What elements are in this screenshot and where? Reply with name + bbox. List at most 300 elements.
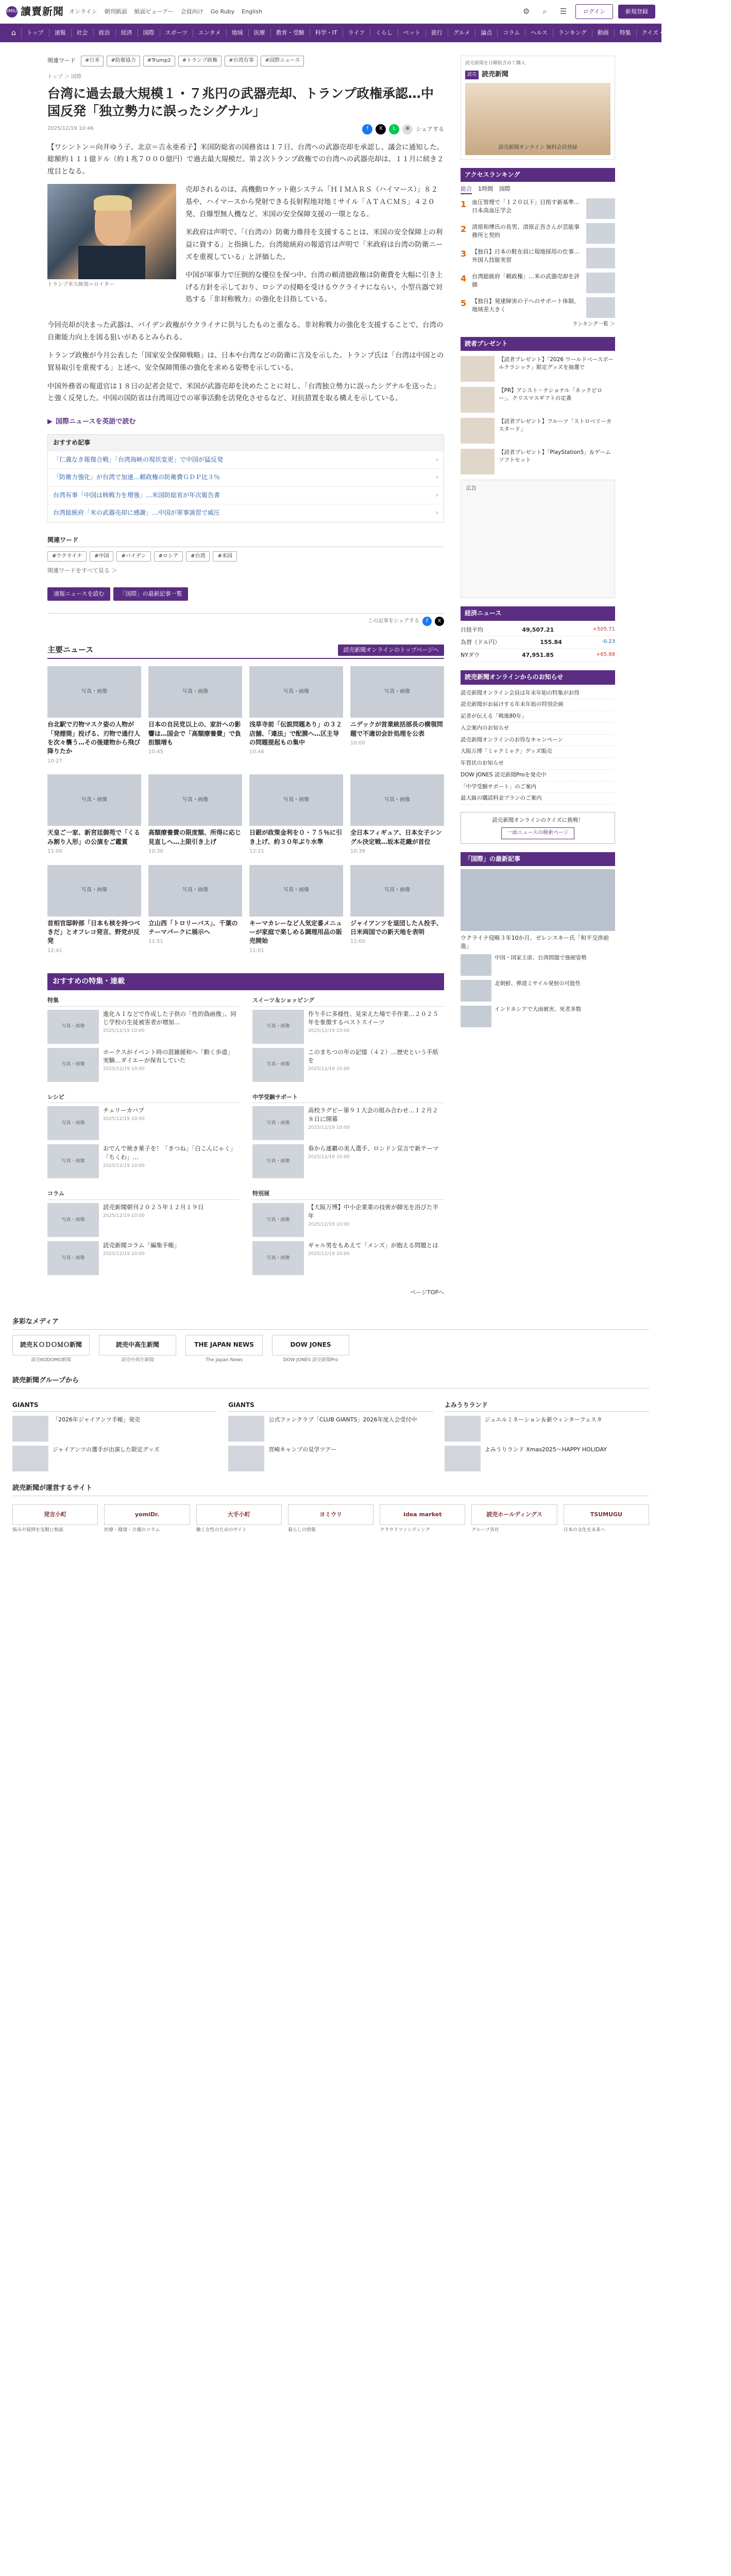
news-image[interactable] (47, 666, 141, 718)
tab-intl[interactable]: 国際 (499, 185, 511, 193)
news-image[interactable] (47, 865, 141, 917)
facebook-icon[interactable]: f (362, 124, 372, 134)
service-logo[interactable]: 読売ホールディングス (471, 1504, 557, 1525)
group-image[interactable] (445, 1416, 481, 1442)
tab-all[interactable]: 総合 (461, 185, 472, 194)
keyword-all-link[interactable]: 関連ワードをすべて見る ＞ (47, 567, 117, 574)
recommend-text (103, 1144, 239, 1178)
keyword-tag[interactable]: #中国 (90, 551, 113, 562)
group-column-heading: GIANTS (12, 1401, 217, 1412)
quiz-box (461, 812, 615, 844)
recommend-image[interactable]: 写真・画像 (252, 1203, 304, 1237)
recommend-title[interactable]: 読売新聞朝刊２０２５年１２月１９日 (103, 1204, 204, 1211)
service-item[interactable] (288, 1504, 373, 1533)
news-image[interactable] (350, 666, 444, 718)
rank-thumbnail[interactable] (586, 198, 615, 219)
dateline (47, 124, 444, 134)
news-title[interactable]: 首相官邸幹部「日本も核を持つべきだ」とオフレコ発言、野党が反発 (47, 919, 141, 945)
nav-item-1[interactable]: 速報 (49, 29, 72, 37)
intl-main-image[interactable] (461, 869, 615, 931)
ranking-item[interactable] (461, 297, 615, 318)
news-card[interactable] (47, 666, 141, 765)
media-logo[interactable]: DOW JONES (272, 1335, 349, 1355)
rank-thumbnail[interactable] (586, 223, 615, 244)
rank-thumbnail[interactable] (586, 248, 615, 268)
recommend-image[interactable]: 写真・画像 (47, 1048, 99, 1082)
news-time: 11:51 (148, 939, 163, 945)
menu-icon[interactable]: ☰ (559, 6, 567, 16)
top-page-link[interactable]: 読売新聞オンラインのトップページへ (338, 645, 444, 656)
nav-item-4[interactable]: 経済 (116, 29, 138, 37)
news-card[interactable] (249, 666, 343, 765)
recommend-group (252, 1190, 444, 1279)
intl-thumbnail[interactable] (461, 954, 491, 976)
recommend-item[interactable] (47, 1106, 239, 1140)
topnav-item[interactable]: English (242, 8, 262, 15)
recommend-image[interactable]: 写真・画像 (252, 1144, 304, 1178)
present-item[interactable] (461, 356, 615, 382)
nav-item-17[interactable]: 論点 (475, 29, 498, 37)
campaign-item[interactable]: 読売新聞がお届けする年末年始の特別企画 (461, 699, 615, 711)
media-logo[interactable]: 読売中高生新聞 (99, 1335, 176, 1355)
present-item[interactable] (461, 418, 615, 444)
group-columns (12, 1401, 649, 1471)
ranking-heading: アクセスランキング (461, 168, 615, 182)
logo[interactable] (2, 4, 97, 19)
intl-item[interactable] (461, 980, 615, 1002)
nav-item-12[interactable]: ライフ (343, 29, 370, 37)
news-title[interactable]: 高額療養費の限度額、所得に応じ見直しへ…上限引き上げ (148, 829, 242, 845)
sidebar-ad[interactable] (461, 480, 615, 598)
topnav-item[interactable]: 会員向け (180, 8, 203, 15)
home-icon[interactable]: ⌂ (6, 28, 22, 38)
recommend-text (308, 1106, 444, 1140)
nav-item-2[interactable]: 社会 (72, 29, 94, 37)
keyword-tag[interactable]: #台湾 (186, 551, 210, 562)
media-link[interactable] (99, 1335, 176, 1364)
news-image-label: 写真・画像 (182, 797, 208, 803)
group-title[interactable]: 公式ファンクラブ「CLUB GIANTS」2026年度入会受付中 (268, 1416, 417, 1423)
nav-item-0[interactable]: トップ (22, 29, 49, 37)
news-image[interactable] (148, 865, 242, 917)
service-desc: 悩みや疑問を気軽に相談 (12, 1528, 64, 1533)
rank-thumbnail[interactable] (586, 273, 615, 293)
keyword-tag[interactable]: #バイデン (116, 551, 150, 562)
section-buttons (47, 587, 444, 601)
group-item[interactable] (445, 1416, 649, 1442)
news-image[interactable] (350, 865, 444, 917)
recommend-title[interactable]: ギャル男をもあえて「メンズ」が抱える問題とは (308, 1242, 438, 1249)
rank-thumbnail[interactable] (586, 297, 615, 318)
intl-main-title[interactable]: ウクライナ侵略３年10か月、ゼレンスキー氏「和平交渉前進」 (461, 935, 609, 950)
recommend-date: 2025/12/19 10:00 (103, 1213, 145, 1219)
nav-item-20[interactable]: ランキング (553, 29, 592, 37)
present-item[interactable] (461, 387, 615, 413)
economy-label: 為替（ドル円） (461, 639, 500, 646)
related-item[interactable] (48, 451, 444, 468)
present-item[interactable] (461, 449, 615, 474)
news-card[interactable] (148, 774, 242, 855)
campaign-item[interactable]: 入会案内のお知らせ (461, 723, 615, 735)
lead-paragraph: 【ワシントン＝向井ゆう子、北京＝吉永亜希子】米国防総省の国務省は１７日、台湾への武器売却を承認し、議会に通知した。総額約１１１億ドル（約１兆７０００億円）で過去最大規模だ。第２次トランプ政権での台湾への武器売却は、１１月に続き２度目となる。 (47, 143, 444, 176)
campaign-item[interactable]: 年賀状のお知らせ (461, 758, 615, 770)
recommend-item[interactable] (252, 1241, 444, 1275)
recommend-item[interactable] (252, 1048, 444, 1082)
service-logo[interactable]: 大手小町 (196, 1504, 282, 1525)
recommend-date: 2025/12/19 10:00 (103, 1066, 145, 1072)
nav-item-21[interactable]: 動画 (592, 29, 615, 37)
related-item[interactable] (48, 504, 444, 521)
campaign-heading: 読売新聞オンラインからのお知らせ (461, 670, 615, 684)
main-area (0, 42, 661, 1297)
news-title[interactable]: キーマカレーなど人気定番メニューが家庭で楽しめる調理用品の販売開始 (249, 919, 343, 945)
news-title[interactable]: ジャイアンツを退団したＡ投手、日米両国での新天地を表明 (350, 919, 443, 936)
nav-item-23[interactable]: クイズ・ゲーム (637, 29, 687, 37)
ad-image[interactable] (465, 83, 610, 155)
nav-item-14[interactable]: ペット (398, 29, 426, 37)
recommend-title[interactable]: このまちつの年の記憶（４２）…歴史という手紙を (308, 1048, 438, 1064)
article-column (47, 42, 444, 1297)
nav-item-16[interactable]: グルメ (448, 29, 475, 37)
recommend-title[interactable]: 読売新聞コラム「編集手帳」 (103, 1242, 180, 1249)
keyword-tag[interactable]: #防衛協力 (107, 56, 140, 66)
news-image[interactable] (350, 774, 444, 826)
search-icon[interactable]: ⌕ (542, 6, 547, 16)
nav-item-11[interactable]: 科学・IT (310, 29, 343, 37)
service-item[interactable] (471, 1504, 557, 1533)
topnav-item[interactable]: 紙面ビューアー (134, 8, 174, 15)
keyword-tags (47, 551, 444, 562)
logo-sub: オンライン (69, 8, 97, 15)
news-image[interactable] (47, 774, 141, 826)
news-time: 10:46 (249, 749, 264, 755)
nav-item-8[interactable]: 地域 (227, 29, 249, 37)
nav-item-6[interactable]: スポーツ (160, 29, 194, 37)
nav-item-19[interactable]: ヘルス (525, 29, 553, 37)
recommend-group (47, 1093, 239, 1183)
recommend-group (252, 996, 444, 1086)
news-image-label: 写真・画像 (81, 797, 107, 803)
recommend-text (103, 1048, 239, 1082)
intl-title[interactable]: インドネシアで大雨被害、死者多数 (495, 1006, 582, 1013)
news-card[interactable] (148, 666, 242, 765)
recommend-item[interactable] (252, 1203, 444, 1237)
present-title[interactable]: 【読者プレゼント】「PlayStation5」＆ゲームソフトセット (499, 449, 611, 463)
media-logo[interactable]: 読売ＫＯＤＯＭＯ新聞 (12, 1335, 90, 1355)
group-image[interactable] (12, 1446, 48, 1471)
recommend-image[interactable]: 写真・画像 (47, 1203, 99, 1237)
news-card[interactable] (350, 774, 444, 855)
article-photo[interactable] (47, 184, 176, 312)
ranking-item[interactable] (461, 198, 615, 219)
logo-mark: YOMIURI (6, 6, 18, 18)
news-card[interactable] (249, 774, 343, 855)
recommend-title[interactable]: 春から連覇の美人選手、ロンドン宣言で新テーマ (308, 1145, 438, 1153)
service-item[interactable] (196, 1504, 282, 1533)
nav-item-7[interactable]: エンタメ (193, 29, 227, 37)
keyword-tag[interactable]: #日米 (81, 56, 104, 66)
service-logo[interactable]: 発言小町 (12, 1504, 98, 1525)
keyword-tag[interactable]: #国際ニュース (261, 56, 304, 66)
recommend-image[interactable]: 写真・画像 (47, 1010, 99, 1044)
news-title[interactable]: 台北駅で刃物マスク姿の人物が「発煙筒」投げる、刃物で通行人を次々襲う…その後建物から飛び降りたか (47, 721, 141, 755)
news-image[interactable] (249, 774, 343, 826)
media-link[interactable] (272, 1335, 349, 1364)
recommend-date: 2025/12/19 10:00 (308, 1066, 350, 1072)
services-row (12, 1504, 649, 1533)
intl-list (461, 954, 615, 1027)
news-card[interactable] (47, 774, 141, 855)
news-title[interactable]: 日本の自民党以上の、家計への影響は…国会で「高額療養費」で負担額増も (148, 721, 242, 747)
quiz-button[interactable]: 一面ニュースの検索ページ (501, 827, 574, 839)
recommend-item[interactable] (47, 1010, 239, 1044)
nav-item-5[interactable]: 国際 (138, 29, 160, 37)
top-bar (0, 0, 661, 24)
economy-row[interactable] (461, 636, 615, 649)
nav-item-3[interactable]: 政治 (94, 29, 116, 37)
news-card[interactable] (350, 666, 444, 765)
breaking-news-button[interactable]: 速報ニュースを読む (47, 587, 110, 601)
related-heading: おすすめ記事 (48, 435, 444, 451)
recommend-text (103, 1203, 204, 1237)
economy-row[interactable] (461, 624, 615, 637)
media-logo[interactable]: THE JAPAN NEWS (185, 1335, 263, 1355)
recommend-item[interactable] (47, 1241, 239, 1275)
ranking-item[interactable] (461, 248, 615, 268)
facebook-icon[interactable]: f (422, 617, 432, 626)
recommend-image[interactable]: 写真・画像 (47, 1144, 99, 1178)
recommend-image[interactable]: 写真・画像 (252, 1241, 304, 1275)
news-image-label: 写真・画像 (384, 797, 410, 803)
campaign-item[interactable]: 記者が伝える「戦後80年」 (461, 711, 615, 723)
service-logo[interactable]: yomiDr. (104, 1504, 190, 1525)
news-image[interactable] (148, 774, 242, 826)
intl-thumbnail[interactable] (461, 1006, 491, 1027)
topnav-item[interactable]: 朝刊紙面 (104, 8, 127, 15)
news-title[interactable]: 天皇ご一家、新宮廷御苑で「くるみ割り人形」の公演をご鑑賞 (47, 829, 141, 845)
photo-image[interactable] (47, 184, 176, 279)
present-title[interactable]: 【PR】アシスト・ナショナル「ネックピロー」、クリスマスギフトの定番 (499, 387, 602, 401)
recommend-image[interactable]: 写真・画像 (47, 1241, 99, 1275)
campaign-item[interactable]: DOW JONES 読売新聞Proを発売中 (461, 770, 615, 782)
media-link[interactable] (12, 1335, 90, 1364)
rank-title[interactable]: 【独自】日本の駐在員に現地採用の仕事…外国人技能実習 (472, 248, 580, 263)
news-time: 10:27 (47, 758, 62, 764)
news-title[interactable]: 浅草寺前「伝説問題あり」の３２店舗、「違法」で配膜へ…区主导の問題提起もの集中 (249, 721, 343, 747)
ranking-item[interactable] (461, 273, 615, 293)
group-image[interactable] (228, 1416, 264, 1442)
keyword-tag[interactable]: #トランプ政権 (178, 56, 222, 66)
group-image[interactable] (445, 1446, 481, 1471)
group-title[interactable]: ジャイアンツの選手が出演した限定グッズ (53, 1446, 160, 1453)
group-title[interactable]: 宮崎キャンプの見学ツアー (268, 1446, 336, 1453)
keyword-tag[interactable]: #台湾有事 (225, 56, 258, 66)
campaign-item[interactable]: 読売新聞オンラインのお得なキャンペーン (461, 735, 615, 747)
economy-label: NYダウ (461, 652, 480, 659)
present-title[interactable]: 【読者プレゼント】フルーツ「ストロベリーカスタード」 (499, 418, 612, 432)
line-icon[interactable]: L (389, 124, 399, 134)
keyword-tag[interactable]: #ウクライナ (47, 551, 87, 562)
breadcrumb[interactable]: トップ ＞ 国際 (47, 74, 82, 80)
ad-box[interactable] (461, 56, 615, 160)
rank-title[interactable]: 清原和博氏の長男、清原正吾さんが芸能事務所と契約 (472, 224, 580, 239)
recommend-title[interactable]: チェリーカバブ (103, 1107, 144, 1114)
recommend-section (47, 973, 444, 1297)
news-card[interactable] (350, 865, 444, 955)
campaign-item[interactable]: 大阪万博「ミャクミャク」グッズ販売 (461, 746, 615, 758)
recommend-title[interactable]: ホークスがイベント時の混雑緩和へ「動く歩道」実験…ダイエーが保有していた (103, 1048, 233, 1064)
present-image[interactable] (461, 387, 495, 413)
nav-item-15[interactable]: 旅行 (426, 29, 448, 37)
economy-label: 日経平均 (461, 626, 483, 633)
present-image[interactable] (461, 356, 495, 382)
media-link[interactable] (185, 1335, 263, 1364)
group-item[interactable] (12, 1446, 217, 1471)
recommend-title[interactable]: 【大阪万博】中小企業業の技術が脚光を浴びた半年 (308, 1204, 438, 1220)
economy-row[interactable] (461, 649, 615, 662)
group-column (12, 1401, 217, 1471)
news-card[interactable] (249, 865, 343, 955)
news-time: 10:45 (148, 749, 163, 755)
service-logo[interactable]: ヨミウリ (288, 1504, 373, 1525)
intl-item[interactable] (461, 954, 615, 976)
economy-heading: 経済ニュース (461, 606, 615, 620)
login-button[interactable]: ログイン (575, 4, 613, 20)
campaign-item[interactable]: 読売新聞オンライン会員は年末年始の特集がお得 (461, 688, 615, 700)
group-image[interactable] (12, 1416, 48, 1442)
present-image[interactable] (461, 449, 495, 474)
intl-title[interactable]: 中国・国家主席、台湾問題で強硬姿勢 (495, 955, 587, 961)
recommend-date: 2025/12/19 10:00 (103, 1116, 145, 1122)
news-image[interactable] (249, 666, 343, 718)
ad-label: 広告 (466, 486, 477, 492)
news-time: 11:00 (47, 849, 62, 855)
group-heading: 読売新聞グループから (12, 1376, 649, 1388)
bookmark-icon[interactable]: ⊕ (402, 124, 413, 134)
nav-item-9[interactable]: 医療 (249, 29, 271, 37)
service-item[interactable] (12, 1504, 98, 1533)
subscribe-button[interactable]: 新規登録 (618, 5, 655, 19)
recommend-image[interactable]: 写真・画像 (252, 1106, 304, 1140)
keyword-tag[interactable]: #Trump2 (143, 56, 175, 66)
news-title[interactable]: 全日本フィギュア、日本女子シングル決定戦…坂本花織が首位 (350, 829, 442, 845)
recommend-text (308, 1010, 444, 1044)
recommend-title[interactable]: 作り手に多様性、見栄えた場で手作業…２０２５年を象徴するベストスイーツ (308, 1010, 438, 1026)
news-image-label: 写真・画像 (182, 887, 208, 893)
recommend-date: 2025/12/19 10:00 (308, 1251, 350, 1257)
related-title: 「防衛力強化」が台湾で加速…頼政権の防衛費ＧＤＰ比３％ (53, 473, 220, 481)
intl-latest-button[interactable]: 「国際」の最新記事一覧 (113, 587, 188, 601)
news-card[interactable] (148, 865, 242, 955)
rank-number: 5 (461, 298, 467, 309)
chevron-right-icon: › (436, 473, 438, 481)
recommend-item[interactable] (47, 1144, 239, 1178)
group-item[interactable] (445, 1446, 649, 1471)
nav-item-18[interactable]: コラム (498, 29, 525, 37)
topnav-item[interactable]: Go Ruby (210, 8, 235, 15)
campaign-item[interactable]: 「中学受験サポート」のご案内 (461, 782, 615, 793)
service-logo[interactable]: idea market (380, 1504, 465, 1525)
group-title[interactable]: よみうりランド Xmas2025～HAPPY HOLIDAY (484, 1446, 607, 1453)
news-title[interactable]: 日銀が政策金利を０・７５％に引き上げ、約３０年ぶり水準 (249, 829, 343, 845)
news-image-label: 写真・画像 (81, 689, 107, 694)
intl-title[interactable]: 北朝鮮、弾道ミサイル発射の可能性 (495, 980, 581, 987)
english-link[interactable] (47, 417, 135, 427)
nav-item-10[interactable]: 教育・受験 (271, 29, 310, 37)
group-section (0, 1317, 661, 1533)
rank-title[interactable]: 台湾総統府「頼政権」…米の武器売却を評価 (472, 273, 580, 288)
share-bottom-label: この記事をシェアする (368, 618, 419, 624)
recommend-item[interactable] (47, 1048, 239, 1082)
recommend-text (308, 1241, 438, 1275)
related-item[interactable] (48, 486, 444, 504)
rank-title[interactable]: 【独自】発達障害の子へのサポート体制、地域差大きく (472, 298, 580, 313)
group-image[interactable] (228, 1446, 264, 1471)
news-card[interactable] (47, 865, 141, 955)
share-box (362, 124, 444, 134)
recommend-item[interactable] (252, 1106, 444, 1140)
recommend-item[interactable] (252, 1010, 444, 1044)
intl-item[interactable] (461, 1006, 615, 1027)
rank-title[interactable]: 血圧管理で「１２０以下」目指す新基準…日本高血圧学会 (472, 199, 580, 214)
group-title[interactable]: 「2026年ジャイアンツ手帳」発売 (53, 1416, 141, 1423)
recommend-item[interactable] (47, 1203, 239, 1237)
nav-item-24[interactable]: 地域ニュース (687, 29, 731, 37)
present-image[interactable] (461, 418, 495, 444)
nav-item-13[interactable]: くらし (370, 29, 398, 37)
recommend-title[interactable]: おでんで焼き菓子を！「きつね」「白こんにゃく」「ちくわ」… (103, 1145, 236, 1161)
x-icon[interactable]: X (376, 124, 386, 134)
service-item[interactable] (104, 1504, 190, 1533)
group-title[interactable]: ジュエルミネーション＆新ウィンターフェスタ (484, 1416, 602, 1423)
keyword-tag[interactable]: #米国 (213, 551, 236, 562)
present-title[interactable]: 【読者プレゼント】「2026 ワールドベースボールクラシック」限定グッズを抽選で (499, 357, 614, 370)
recommend-image[interactable]: 写真・画像 (252, 1048, 304, 1082)
recommend-item[interactable] (252, 1144, 444, 1178)
article-lead (47, 142, 444, 178)
recommend-title[interactable]: 高校ラグビー第９１大会の組み合わせ…１２月２８日に開幕 (308, 1107, 438, 1123)
campaign-item[interactable]: 最大級の購読料金プランのご案内 (461, 793, 615, 805)
page-top-link[interactable]: ページTOPへ (410, 1289, 444, 1296)
related-item[interactable] (48, 468, 444, 486)
recommend-image[interactable]: 写真・画像 (252, 1010, 304, 1044)
nav-item-22[interactable]: 特集 (615, 29, 637, 37)
tab-hour[interactable]: 1時間 (478, 185, 493, 193)
group-item[interactable] (12, 1416, 217, 1442)
news-title[interactable]: 立山西「トロリーバス」、千葉のテーマパークに展示へ (148, 919, 238, 936)
ranking-item[interactable] (461, 223, 615, 244)
service-item[interactable] (380, 1504, 465, 1533)
recommend-group (47, 996, 239, 1086)
news-image[interactable] (249, 865, 343, 917)
intl-thumbnail[interactable] (461, 980, 491, 1002)
keyword-tag[interactable]: #ロシア (154, 551, 183, 562)
group-item[interactable] (228, 1446, 433, 1471)
recommend-image[interactable]: 写真・画像 (47, 1106, 99, 1140)
news-title[interactable]: ニデックが営業統括部長の横領問題で不適切会計処理を公表 (350, 721, 443, 737)
ranking-more-link[interactable]: ランキング一覧 ＞ (572, 321, 615, 328)
share-bottom (47, 617, 444, 626)
recommend-title[interactable]: 進化ＡＩなどで作成した子供の「性的偽画像」、同じ学校の生徒被害者が増加… (103, 1010, 236, 1026)
recommend-heading: おすすめの特集・連載 (47, 973, 444, 990)
service-item[interactable] (564, 1504, 649, 1533)
group-item[interactable] (228, 1416, 433, 1442)
news-image[interactable] (148, 666, 242, 718)
x-icon[interactable]: X (435, 617, 444, 626)
gear-icon[interactable]: ⚙ (522, 6, 530, 16)
recommend-text (308, 1144, 438, 1178)
service-logo[interactable]: TSUMUGU (564, 1504, 649, 1525)
